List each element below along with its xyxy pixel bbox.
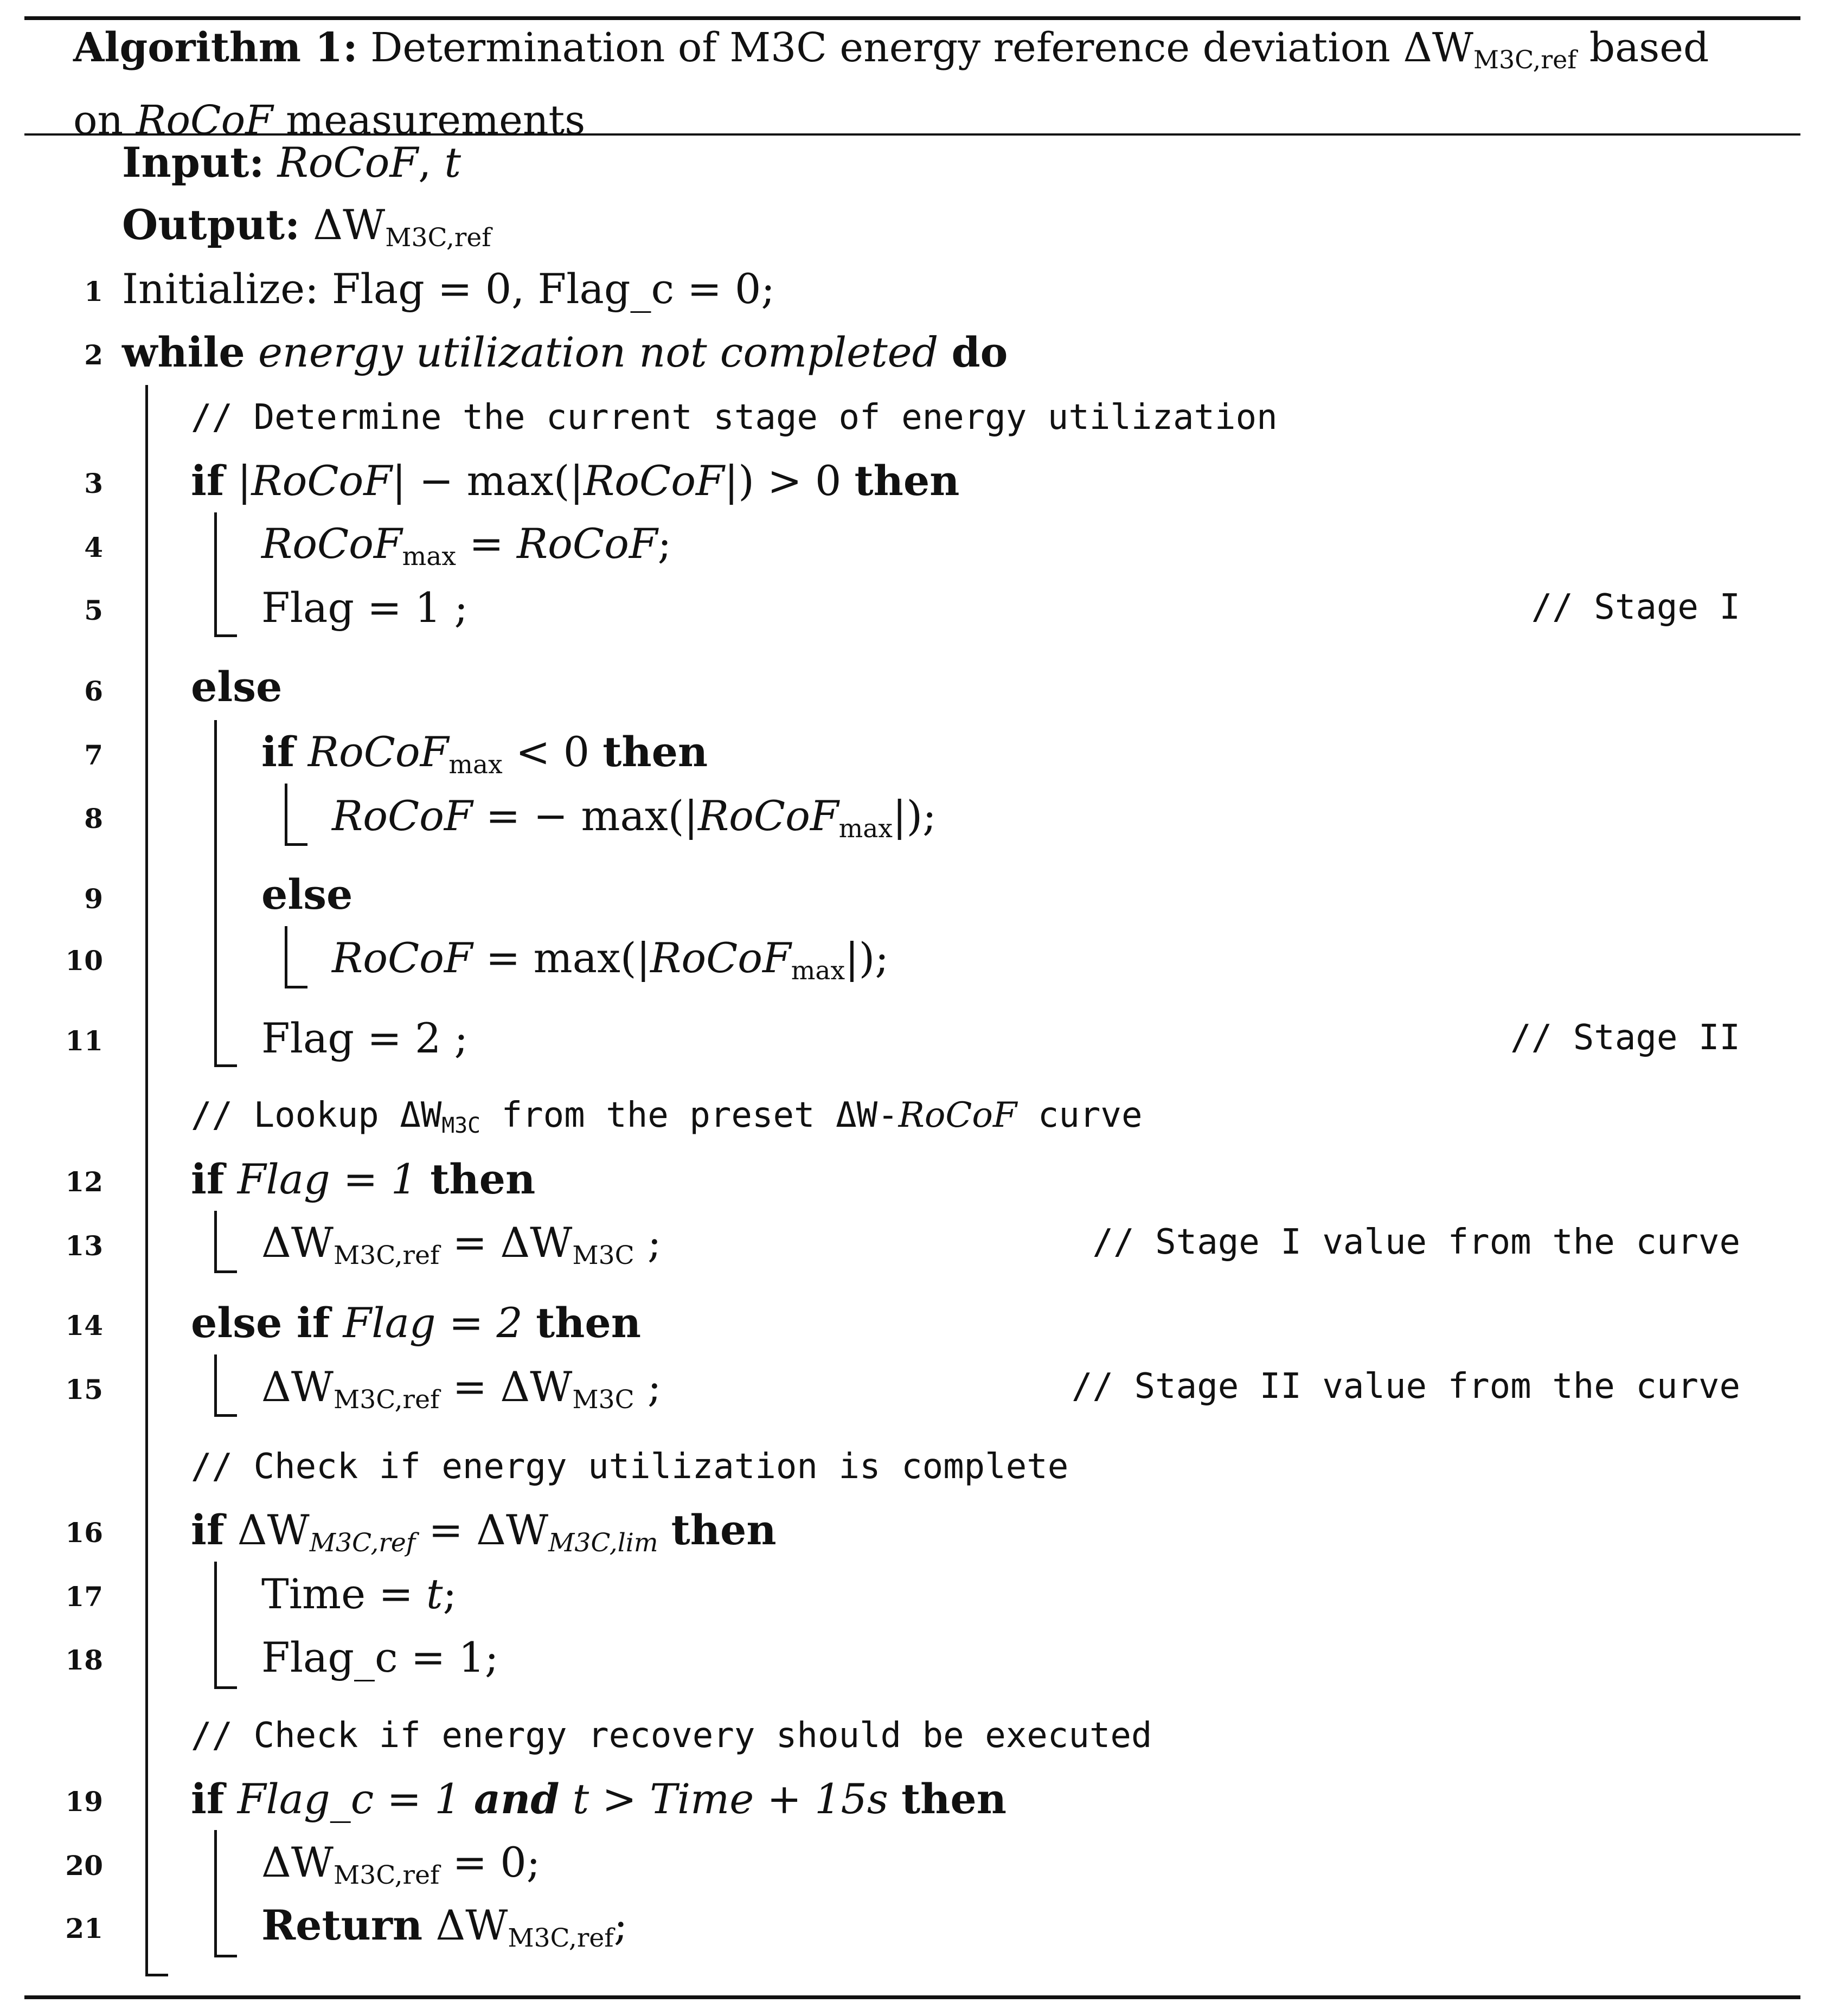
flag2-block-bar	[214, 1354, 217, 1417]
code-line-5: Flag = 1 ;	[261, 583, 469, 632]
lim-block-foot	[214, 1686, 237, 1689]
line-number: 1	[84, 275, 103, 307]
while-block-bar	[145, 385, 148, 1976]
line-number: 4	[84, 531, 103, 563]
code-line-11: Flag = 2 ;	[261, 1014, 469, 1062]
code-line-3: if |RoCoF| − max(|RoCoF|) > 0 then	[191, 457, 960, 505]
code-line-14: else if Flag = 2 then	[191, 1299, 642, 1347]
line-number: 12	[65, 1166, 103, 1198]
if-block-foot	[214, 634, 237, 637]
input-line: Input: RoCoF, t	[122, 138, 461, 187]
comment-stage: // Determine the current stage of energy utilization	[191, 397, 1278, 438]
line-number: 16	[65, 1517, 103, 1549]
caption-label: Algorithm 1:	[73, 24, 358, 71]
line-number: 8	[84, 802, 103, 834]
line-number: 11	[65, 1025, 103, 1057]
code-line-4: RoCoF$_{max}$ = RoCoF;	[261, 519, 672, 572]
line-number: 7	[84, 739, 103, 771]
comment-stage-2: // Stage II	[1510, 1018, 1740, 1058]
code-line-21: Return $\Delta W_{M3C,ref}$;	[261, 1901, 628, 1954]
line-number: 17	[65, 1581, 103, 1613]
bottom-rule	[24, 1995, 1800, 1999]
line-number: 19	[65, 1786, 103, 1818]
code-line-18: Flag_c = 1;	[261, 1633, 499, 1681]
code-line-19: if Flag_c = 1 and t > Time + 15s then	[191, 1775, 1007, 1823]
algorithm-caption: Algorithm 1: Determination of M3C energy reference deviation $\Delta W_{M3C,ref}$ based on RoCoF measurements	[73, 24, 1709, 144]
line-number: 14	[65, 1309, 103, 1341]
code-line-2: while energy utilization not completed do	[122, 328, 1008, 376]
inner-else-block-bar	[285, 926, 287, 988]
code-line-1: Initialize: Flag = 0, Flag_c = 0;	[122, 265, 775, 313]
code-line-16: if $\Delta W_{M3C,ref} = \Delta W_{M3C,lim}$ then	[191, 1506, 777, 1558]
flag1-block-bar	[214, 1211, 217, 1273]
comment-check-complete: // Check if energy utilization is complete	[191, 1447, 1069, 1487]
recovery-block-bar	[214, 1830, 217, 1957]
line-number: 9	[84, 883, 103, 915]
if-block-bar	[214, 512, 217, 637]
inner-else-block-foot	[285, 986, 307, 988]
line-number: 13	[65, 1230, 103, 1262]
code-line-17: Time = t;	[261, 1570, 457, 1618]
code-line-12: if Flag = 1 then	[191, 1155, 536, 1203]
line-number: 10	[65, 945, 103, 977]
output-line: Output: $\Delta W_{M3C,ref}$	[122, 201, 491, 253]
inner-if-block-foot	[285, 843, 307, 846]
code-line-13: $\Delta W_{M3C,ref} = \Delta W_{M3C}$ ;	[261, 1218, 662, 1271]
code-line-7: if RoCoF$_{max}$ < 0 then	[261, 728, 708, 780]
code-line-15: $\Delta W_{M3C,ref} = \Delta W_{M3C}$ ;	[261, 1363, 662, 1415]
comment-check-recovery: // Check if energy recovery should be executed	[191, 1716, 1152, 1756]
line-number: 6	[84, 675, 103, 707]
code-line-6: else	[191, 663, 283, 711]
code-line-10: RoCoF = max(|RoCoF$_{max}$|);	[332, 934, 889, 986]
else-block-bar	[214, 720, 217, 1067]
code-line-9: else	[261, 870, 353, 919]
code-line-8: RoCoF = − max(|RoCoF$_{max}$|);	[332, 792, 937, 844]
line-number: 18	[65, 1644, 103, 1676]
while-block-foot	[145, 1974, 168, 1976]
comment-stage-1-value: // Stage I value from the curve	[1092, 1222, 1740, 1262]
inner-if-block-bar	[285, 784, 287, 846]
line-number: 20	[65, 1850, 103, 1882]
line-number: 21	[65, 1912, 103, 1944]
line-number: 2	[84, 339, 103, 371]
line-number: 3	[84, 467, 103, 499]
flag2-block-foot	[214, 1414, 237, 1417]
code-line-20: $\Delta W_{M3C,ref} = 0$;	[261, 1838, 541, 1891]
lim-block-bar	[214, 1562, 217, 1689]
flag1-block-foot	[214, 1270, 237, 1273]
comment-stage-2-value: // Stage II value from the curve	[1072, 1366, 1740, 1407]
line-number: 5	[84, 594, 103, 626]
recovery-block-foot	[214, 1955, 237, 1957]
line-number: 15	[65, 1373, 103, 1405]
else-block-foot	[214, 1064, 237, 1067]
comment-stage-1: // Stage I	[1531, 587, 1740, 627]
comment-lookup: // Lookup $\Delta W_{M3C}$ from the preset ΔW-RoCoF curve	[191, 1095, 1143, 1139]
